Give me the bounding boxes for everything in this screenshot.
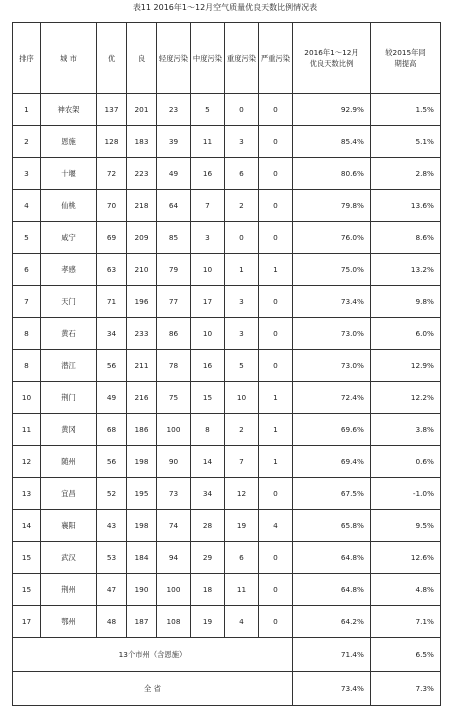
cell-change-vs-2015: 9.8% <box>371 286 441 318</box>
cell-change-vs-2015: 12.6% <box>371 542 441 574</box>
header-good-days-ratio: 2016年1～12月优良天数比例 <box>293 23 371 94</box>
cell-change-vs-2015: 4.8% <box>371 574 441 606</box>
cell-heavy-pollution: 5 <box>225 350 259 382</box>
cell-good-days-ratio: 92.9% <box>293 94 371 126</box>
cell-moderate-pollution: 16 <box>191 158 225 190</box>
header-change-vs-2015: 较2015年同期提高 <box>371 23 441 94</box>
cell-excellent: 56 <box>97 446 127 478</box>
table-row <box>13 510 441 542</box>
cell-good: 186 <box>127 414 157 446</box>
cell-change-vs-2015: 6.0% <box>371 318 441 350</box>
cell-good: 190 <box>127 574 157 606</box>
table-body <box>13 94 441 638</box>
cell-excellent: 56 <box>97 350 127 382</box>
cell-light-pollution: 85 <box>157 222 191 254</box>
table-row <box>13 254 441 286</box>
cell-heavy-pollution: 10 <box>225 382 259 414</box>
cell-moderate-pollution: 29 <box>191 542 225 574</box>
cell-good: 187 <box>127 606 157 638</box>
cell-good: 184 <box>127 542 157 574</box>
cell-city: 黄冈 <box>41 414 97 446</box>
cell-city: 襄阳 <box>41 510 97 542</box>
cell-rank: 10 <box>13 382 41 414</box>
cell-rank: 14 <box>13 510 41 542</box>
cell-heavy-pollution: 0 <box>225 222 259 254</box>
header-severe-pollution: 严重污染 <box>259 23 293 94</box>
table-row <box>13 318 441 350</box>
cell-rank: 1 <box>13 94 41 126</box>
cell-good-days-ratio: 73.0% <box>293 318 371 350</box>
cell-severe-pollution: 1 <box>259 414 293 446</box>
cell-good-days-ratio: 64.2% <box>293 606 371 638</box>
cell-rank: 5 <box>13 222 41 254</box>
cell-rank: 8 <box>13 350 41 382</box>
cell-good-days-ratio: 85.4% <box>293 126 371 158</box>
cell-rank: 15 <box>13 542 41 574</box>
cell-heavy-pollution: 7 <box>225 446 259 478</box>
cell-light-pollution: 64 <box>157 190 191 222</box>
cell-severe-pollution: 0 <box>259 286 293 318</box>
cell-heavy-pollution: 3 <box>225 126 259 158</box>
cell-moderate-pollution: 14 <box>191 446 225 478</box>
cell-light-pollution: 75 <box>157 382 191 414</box>
cell-severe-pollution: 0 <box>259 350 293 382</box>
cell-heavy-pollution: 12 <box>225 478 259 510</box>
cell-change-vs-2015: 8.6% <box>371 222 441 254</box>
cell-severe-pollution: 0 <box>259 190 293 222</box>
cell-moderate-pollution: 28 <box>191 510 225 542</box>
table-row <box>13 414 441 446</box>
cell-heavy-pollution: 2 <box>225 414 259 446</box>
cell-moderate-pollution: 17 <box>191 286 225 318</box>
cell-severe-pollution: 1 <box>259 254 293 286</box>
cell-moderate-pollution: 34 <box>191 478 225 510</box>
cell-excellent: 49 <box>97 382 127 414</box>
cell-heavy-pollution: 2 <box>225 190 259 222</box>
summary-label: 全 省 <box>13 672 293 706</box>
cell-good: 201 <box>127 94 157 126</box>
cell-excellent: 128 <box>97 126 127 158</box>
summary-change: 7.3% <box>371 672 441 706</box>
cell-rank: 17 <box>13 606 41 638</box>
cell-good-days-ratio: 64.8% <box>293 542 371 574</box>
cell-change-vs-2015: 1.5% <box>371 94 441 126</box>
cell-excellent: 137 <box>97 94 127 126</box>
cell-severe-pollution: 0 <box>259 574 293 606</box>
cell-excellent: 72 <box>97 158 127 190</box>
cell-city: 荆门 <box>41 382 97 414</box>
cell-change-vs-2015: 9.5% <box>371 510 441 542</box>
cell-rank: 3 <box>13 158 41 190</box>
cell-severe-pollution: 0 <box>259 126 293 158</box>
table-row <box>13 478 441 510</box>
table-row <box>13 382 441 414</box>
cell-heavy-pollution: 0 <box>225 94 259 126</box>
cell-good-days-ratio: 65.8% <box>293 510 371 542</box>
table-row <box>13 222 441 254</box>
cell-light-pollution: 79 <box>157 254 191 286</box>
cell-good-days-ratio: 75.0% <box>293 254 371 286</box>
cell-heavy-pollution: 11 <box>225 574 259 606</box>
cell-moderate-pollution: 10 <box>191 254 225 286</box>
cell-heavy-pollution: 6 <box>225 158 259 190</box>
cell-excellent: 70 <box>97 190 127 222</box>
cell-change-vs-2015: 13.6% <box>371 190 441 222</box>
cell-moderate-pollution: 15 <box>191 382 225 414</box>
cell-change-vs-2015: -1.0% <box>371 478 441 510</box>
cell-heavy-pollution: 3 <box>225 286 259 318</box>
cell-change-vs-2015: 3.8% <box>371 414 441 446</box>
cell-rank: 2 <box>13 126 41 158</box>
cell-good-days-ratio: 79.8% <box>293 190 371 222</box>
cell-good: 209 <box>127 222 157 254</box>
cell-heavy-pollution: 1 <box>225 254 259 286</box>
summary-row <box>13 638 441 672</box>
cell-city: 随州 <box>41 446 97 478</box>
cell-rank: 8 <box>13 318 41 350</box>
cell-good-days-ratio: 69.4% <box>293 446 371 478</box>
cell-good: 196 <box>127 286 157 318</box>
cell-light-pollution: 94 <box>157 542 191 574</box>
cell-excellent: 34 <box>97 318 127 350</box>
cell-rank: 15 <box>13 574 41 606</box>
header-heavy-pollution: 重度污染 <box>225 23 259 94</box>
cell-good-days-ratio: 67.5% <box>293 478 371 510</box>
cell-moderate-pollution: 19 <box>191 606 225 638</box>
cell-light-pollution: 39 <box>157 126 191 158</box>
cell-severe-pollution: 1 <box>259 446 293 478</box>
cell-good: 211 <box>127 350 157 382</box>
cell-excellent: 69 <box>97 222 127 254</box>
cell-moderate-pollution: 5 <box>191 94 225 126</box>
cell-good-days-ratio: 76.0% <box>293 222 371 254</box>
cell-good: 183 <box>127 126 157 158</box>
cell-severe-pollution: 0 <box>259 94 293 126</box>
cell-severe-pollution: 0 <box>259 318 293 350</box>
cell-city: 恩施 <box>41 126 97 158</box>
table-row <box>13 190 441 222</box>
header-good: 良 <box>127 23 157 94</box>
cell-good: 198 <box>127 446 157 478</box>
cell-good-days-ratio: 80.6% <box>293 158 371 190</box>
cell-city: 潜江 <box>41 350 97 382</box>
cell-heavy-pollution: 3 <box>225 318 259 350</box>
cell-good: 216 <box>127 382 157 414</box>
header-light-pollution: 轻度污染 <box>157 23 191 94</box>
cell-good: 210 <box>127 254 157 286</box>
cell-change-vs-2015: 5.1% <box>371 126 441 158</box>
cell-change-vs-2015: 12.9% <box>371 350 441 382</box>
cell-light-pollution: 78 <box>157 350 191 382</box>
cell-good-days-ratio: 64.8% <box>293 574 371 606</box>
cell-severe-pollution: 1 <box>259 382 293 414</box>
cell-change-vs-2015: 7.1% <box>371 606 441 638</box>
cell-excellent: 47 <box>97 574 127 606</box>
cell-rank: 13 <box>13 478 41 510</box>
cell-good: 198 <box>127 510 157 542</box>
cell-light-pollution: 108 <box>157 606 191 638</box>
cell-moderate-pollution: 11 <box>191 126 225 158</box>
cell-good: 218 <box>127 190 157 222</box>
summary-change: 6.5% <box>371 638 441 672</box>
cell-severe-pollution: 0 <box>259 542 293 574</box>
cell-rank: 7 <box>13 286 41 318</box>
table-row <box>13 606 441 638</box>
summary-ratio: 71.4% <box>293 638 371 672</box>
table-row <box>13 542 441 574</box>
cell-severe-pollution: 4 <box>259 510 293 542</box>
cell-city: 咸宁 <box>41 222 97 254</box>
cell-heavy-pollution: 19 <box>225 510 259 542</box>
cell-good: 195 <box>127 478 157 510</box>
air-quality-table <box>12 22 441 706</box>
table-row <box>13 126 441 158</box>
header-row <box>13 23 441 94</box>
header-rank: 排序 <box>13 23 41 94</box>
cell-light-pollution: 73 <box>157 478 191 510</box>
cell-rank: 4 <box>13 190 41 222</box>
summary-label: 13个市州（含恩施） <box>13 638 293 672</box>
cell-city: 仙桃 <box>41 190 97 222</box>
cell-good: 223 <box>127 158 157 190</box>
cell-severe-pollution: 0 <box>259 222 293 254</box>
cell-city: 荆州 <box>41 574 97 606</box>
cell-city: 十堰 <box>41 158 97 190</box>
cell-good-days-ratio: 69.6% <box>293 414 371 446</box>
cell-moderate-pollution: 16 <box>191 350 225 382</box>
table-title: 表11 2016年1～12月空气质量优良天数比例情况表 <box>132 3 318 12</box>
cell-light-pollution: 90 <box>157 446 191 478</box>
table-row <box>13 286 441 318</box>
cell-city: 天门 <box>41 286 97 318</box>
cell-rank: 6 <box>13 254 41 286</box>
cell-severe-pollution: 0 <box>259 158 293 190</box>
cell-severe-pollution: 0 <box>259 606 293 638</box>
cell-light-pollution: 86 <box>157 318 191 350</box>
cell-city: 宜昌 <box>41 478 97 510</box>
cell-light-pollution: 77 <box>157 286 191 318</box>
cell-moderate-pollution: 10 <box>191 318 225 350</box>
cell-moderate-pollution: 7 <box>191 190 225 222</box>
table-row <box>13 574 441 606</box>
cell-excellent: 68 <box>97 414 127 446</box>
cell-light-pollution: 100 <box>157 414 191 446</box>
cell-excellent: 63 <box>97 254 127 286</box>
cell-light-pollution: 100 <box>157 574 191 606</box>
cell-good-days-ratio: 73.0% <box>293 350 371 382</box>
cell-city: 神农架 <box>41 94 97 126</box>
cell-change-vs-2015: 0.6% <box>371 446 441 478</box>
cell-excellent: 48 <box>97 606 127 638</box>
cell-heavy-pollution: 6 <box>225 542 259 574</box>
cell-excellent: 43 <box>97 510 127 542</box>
cell-change-vs-2015: 2.8% <box>371 158 441 190</box>
table-row <box>13 94 441 126</box>
header-moderate-pollution: 中度污染 <box>191 23 225 94</box>
cell-rank: 11 <box>13 414 41 446</box>
cell-city: 黄石 <box>41 318 97 350</box>
cell-change-vs-2015: 12.2% <box>371 382 441 414</box>
cell-rank: 12 <box>13 446 41 478</box>
cell-severe-pollution: 0 <box>259 478 293 510</box>
cell-city: 武汉 <box>41 542 97 574</box>
cell-good-days-ratio: 73.4% <box>293 286 371 318</box>
cell-excellent: 53 <box>97 542 127 574</box>
cell-light-pollution: 74 <box>157 510 191 542</box>
cell-moderate-pollution: 3 <box>191 222 225 254</box>
cell-moderate-pollution: 18 <box>191 574 225 606</box>
cell-excellent: 71 <box>97 286 127 318</box>
summary-row <box>13 672 441 706</box>
cell-excellent: 52 <box>97 478 127 510</box>
table-row <box>13 158 441 190</box>
cell-light-pollution: 23 <box>157 94 191 126</box>
cell-light-pollution: 49 <box>157 158 191 190</box>
header-excellent: 优 <box>97 23 127 94</box>
table-row <box>13 446 441 478</box>
cell-good-days-ratio: 72.4% <box>293 382 371 414</box>
cell-heavy-pollution: 4 <box>225 606 259 638</box>
table-row <box>13 350 441 382</box>
cell-change-vs-2015: 13.2% <box>371 254 441 286</box>
cell-moderate-pollution: 8 <box>191 414 225 446</box>
cell-city: 孝感 <box>41 254 97 286</box>
cell-city: 鄂州 <box>41 606 97 638</box>
header-city: 城 市 <box>41 23 97 94</box>
cell-good: 233 <box>127 318 157 350</box>
summary-ratio: 73.4% <box>293 672 371 706</box>
